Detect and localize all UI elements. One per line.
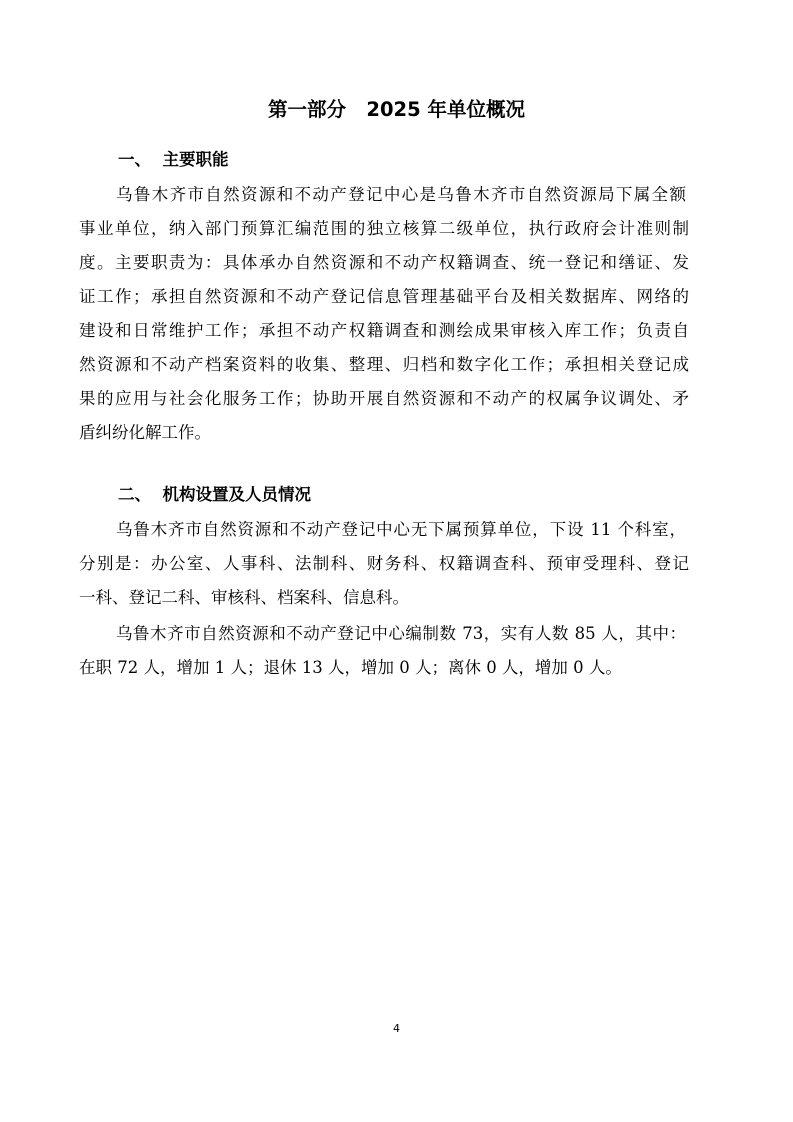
- paragraph-line: 建设和日常维护工作；承担不动产权籍调查和测绘成果审核入库工作；负责自: [79, 321, 689, 340]
- paragraph-line: 乌鲁木齐市自然资源和不动产登记中心编制数 73，实有人数 85 人，其中：: [116, 624, 686, 643]
- paragraph-line: 事业单位，纳入部门预算汇编范围的独立核算二级单位，执行政府会计准则制: [79, 219, 689, 238]
- paragraph-line: 乌鲁木齐市自然资源和不动产登记中心是乌鲁木齐市自然资源局下属全额: [116, 185, 686, 204]
- section-heading-organization-staffing: 二、 机构设置及人员情况: [118, 485, 311, 504]
- paragraph-line: 分别是：办公室、人事科、法制科、财务科、权籍调查科、预审受理科、登记: [79, 554, 689, 573]
- paragraph-line: 果的应用与社会化服务工作；协助开展自然资源和不动产的权属争议调处、矛: [79, 389, 689, 408]
- paragraph-line: 盾纠纷化解工作。: [79, 423, 211, 442]
- paragraph-line: 证工作；承担自然资源和不动产登记信息管理基础平台及相关数据库、网络的: [79, 287, 689, 306]
- paragraph-line: 一科、登记二科、审核科、档案科、信息科。: [79, 588, 409, 607]
- page-title: 第一部分 2025 年单位概况: [268, 98, 525, 121]
- section-heading-main-functions: 一、 主要职能: [118, 150, 229, 169]
- paragraph-line: 然资源和不动产档案资料的收集、整理、归档和数字化工作；承担相关登记成: [79, 355, 689, 374]
- paragraph-line: 在职 72 人，增加 1 人；退休 13 人，增加 0 人；离休 0 人，增加 0 人。: [79, 658, 622, 677]
- paragraph-line: 度。主要职责为：具体承办自然资源和不动产权籍调查、统一登记和缮证、发: [79, 253, 689, 272]
- paragraph-line: 乌鲁木齐市自然资源和不动产登记中心无下属预算单位，下设 11 个科室，: [116, 520, 686, 539]
- page-number: 4: [393, 1022, 400, 1035]
